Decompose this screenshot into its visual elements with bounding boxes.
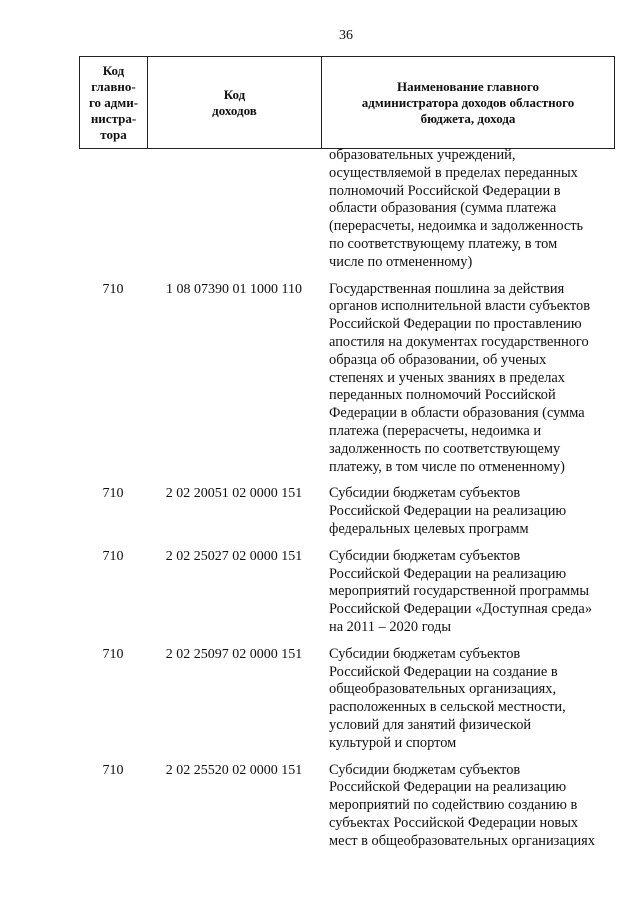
row-revenue-code: 2 02 25027 02 0000 151 (165, 548, 303, 564)
table-row (79, 762, 614, 851)
table-header (79, 56, 615, 149)
table-body (79, 147, 614, 850)
row-description: Субсидии бюджетам субъектов Российской Федерации на реализацию мероприятий по содействию созданию в субъектах Российской Федерации новых мест в общеобразовательных организациях (329, 761, 595, 849)
header-administrator-name: Наименование главного администратора доходов областного бюджета, дохода (322, 57, 615, 149)
continuation-row (79, 147, 614, 272)
table-row (79, 548, 614, 637)
row-revenue-code: 2 02 20051 02 0000 151 (165, 486, 303, 502)
row-description: Субсидии бюджетам субъектов Российской Федерации на реализацию федеральных целевых программ (329, 485, 567, 537)
row-description: Государственная пошлина за действия органов исполнительной власти субъектов Российской Федерации по проставлению апостиля на документах государственного образца об образовании, об ученых степенях и ученых званиях в пределах переданных полномочий Российской Федерации в области образования (сумма платежа (перерасчеты, недоимка и задолженность по соответствующему платежу, в том числе по отмененному) (329, 280, 590, 475)
header-revenue-code: Код доходов (148, 57, 322, 149)
revenue-table (79, 56, 614, 850)
row-description: Субсидии бюджетам субъектов Российской Федерации на создание в общеобразовательных организациях, расположенных в сельской местности, условий для занятий физической культурой и спортом (329, 645, 566, 751)
row-admin-code: 710 (102, 646, 124, 662)
row-revenue-code: 2 02 25097 02 0000 151 (165, 646, 303, 662)
row-revenue-code: 1 08 07390 01 1000 110 (166, 281, 302, 297)
table-row (79, 485, 614, 538)
row-admin-code: 710 (102, 486, 124, 502)
table-row (79, 281, 614, 477)
row-admin-code: 710 (102, 281, 124, 297)
table-row (79, 646, 614, 753)
row-admin-code: 710 (102, 762, 124, 778)
row-description: Субсидии бюджетам субъектов Российской Федерации на реализацию мероприятий государственной программы Российской Федерации «Доступная среда» на 2011 – 2020 годы (329, 547, 593, 635)
page-number: 36 (339, 28, 353, 43)
row-revenue-code: 2 02 25520 02 0000 151 (165, 762, 303, 778)
row-admin-code: 710 (102, 548, 124, 564)
header-admin-code: Код главно- го адми- нистра- тора (80, 57, 148, 149)
row-description: образовательных учреждений, осуществляемой в пределах переданных полномочий Российской Федерации в области образования (сумма платежа (перерасчеты, недоимка и задолженность по соответствующему платежу, в том числе по отмененному) (329, 147, 584, 270)
